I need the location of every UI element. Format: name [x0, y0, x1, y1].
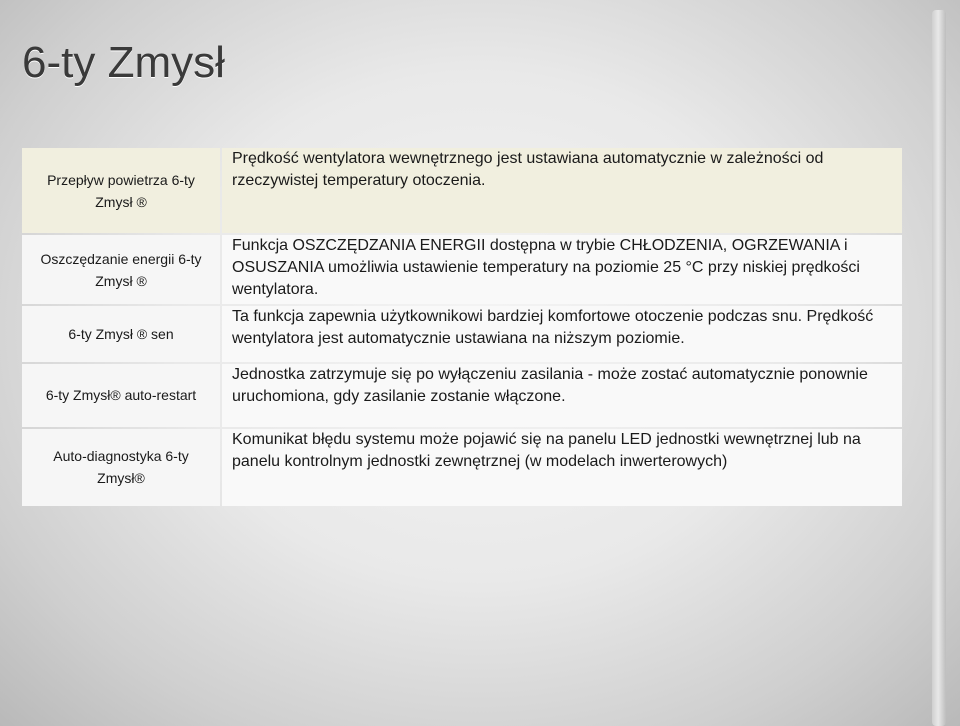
feature-description: Funkcja OSZCZĘDZANIA ENERGII dostępna w trybie CHŁODZENIA, OGRZEWANIA i OSUSZANIA umożliwia ustawienie temperatury na poziomie 25 °C przy niskiej prędkości wentylatora.: [222, 235, 902, 303]
decorative-side-bar: [932, 10, 946, 726]
feature-description: Ta funkcja zapewnia użytkownikowi bardziej komfortowe otoczenie podczas snu. Prędkość wentylatora jest automatycznie ustawiana na niższym poziomie.: [222, 306, 902, 362]
feature-label: 6-ty Zmysł® auto-restart: [22, 364, 220, 426]
feature-description: Komunikat błędu systemu może pojawić się na panelu LED jednostki wewnętrznej lub na panelu kontrolnym jednostki zewnętrznej (w modelach inwerterowych): [222, 429, 902, 506]
table-row: [22, 306, 902, 362]
feature-label: Auto-diagnostyka 6-ty Zmysł®: [22, 429, 220, 506]
feature-table: [20, 146, 904, 508]
feature-label: 6-ty Zmysł ® sen: [22, 306, 220, 362]
table-row: [22, 429, 902, 506]
table-row: [22, 235, 902, 303]
slide-title: 6-ty Zmysł: [22, 38, 225, 87]
feature-description: Prędkość wentylatora wewnętrznego jest ustawiana automatycznie w zależności od rzeczywistej temperatury otoczenia.: [222, 148, 902, 233]
table-row: [22, 364, 902, 426]
feature-label: Przepływ powietrza 6-ty Zmysł ®: [22, 148, 220, 233]
feature-description: Jednostka zatrzymuje się po wyłączeniu zasilania - może zostać automatycznie ponownie uruchomiona, gdy zasilanie zostanie włączone.: [222, 364, 902, 426]
feature-label: Oszczędzanie energii 6-ty Zmysł ®: [22, 235, 220, 303]
table-row: [22, 148, 902, 233]
